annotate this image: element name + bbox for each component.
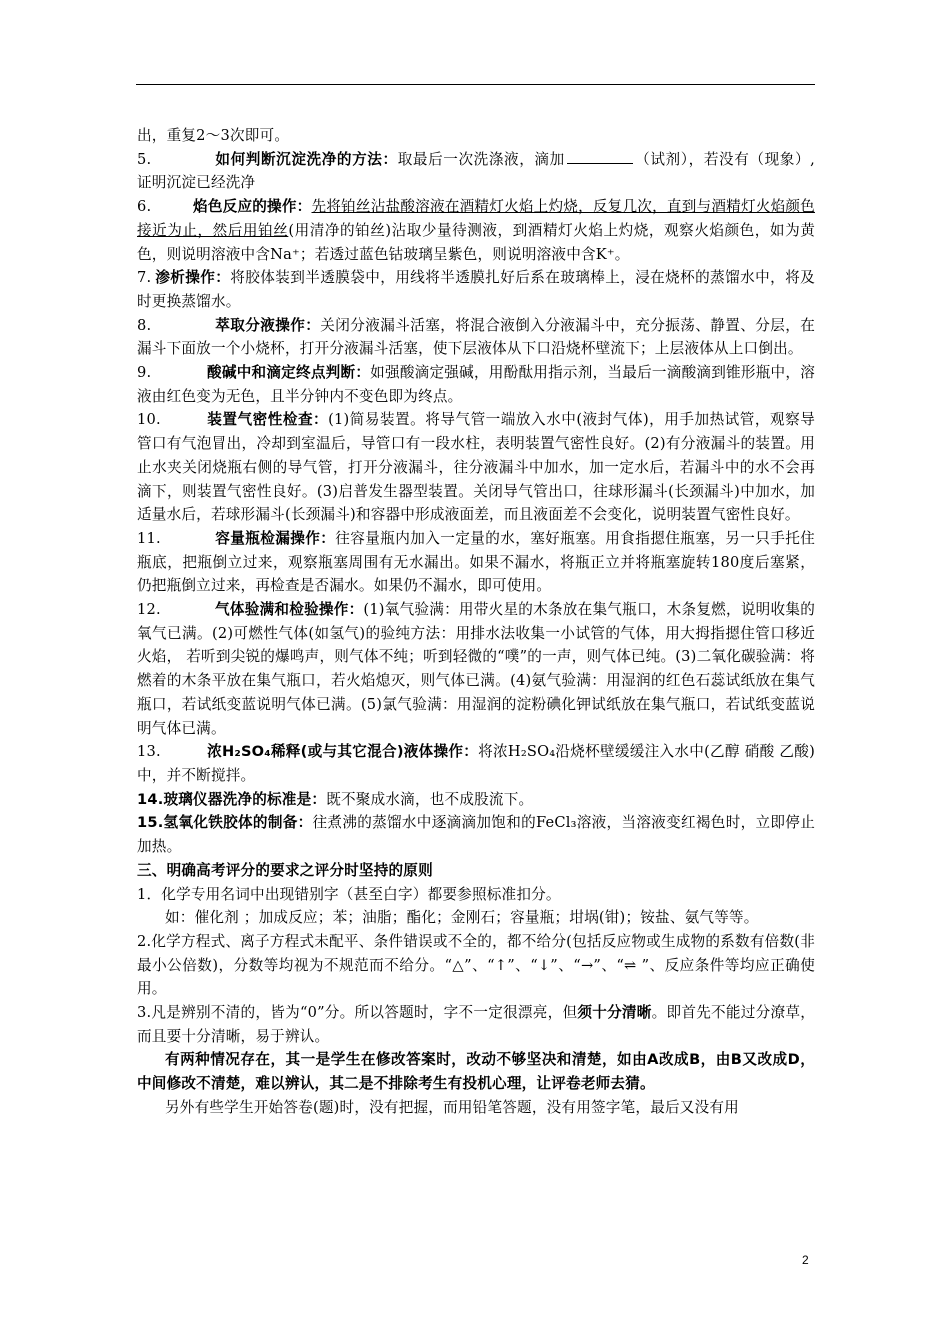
header-rule <box>136 84 815 85</box>
item-number: 8. <box>137 316 152 334</box>
item-title: 14.玻璃仪器洗净的标准是： <box>137 790 327 808</box>
rule-3 <box>137 1001 815 1048</box>
item-number: 12. <box>137 601 161 619</box>
text: 如强酸滴定强碱，用酚酞用指示剂，当最后一滴酸滴到锥形瓶中，溶液由红色变为无色，且半分钟内不变色即为终点。 <box>137 364 815 405</box>
text: 。即首先不能过分潦草，而且要十分清晰，易于辨认。 <box>137 1004 815 1045</box>
text: (1)氧气验满：用带火星的木条放在集气瓶口，木条复燃，说明收集的氧气已满。(2)可燃性气体(如氢气)的验纯方法：用排水法收集一小试管的气体，用大拇指摁住管口移近火焰， 若听到尖锐的爆鸣声，则气体不纯；听到轻微的“噗”的一声，则气体已纯。(3)二氧化碳验满：将燃着的木条平放在集气瓶口，若火焰熄灭，则气体已满。(4)氨气验满：用湿润的红色石蕊试纸放在集气瓶口，若试纸变蓝说明气体已满。(5)氯气验满：用湿润的淀粉碘化钾试纸放在集气瓶口，若试纸变蓝说明气体已满。 <box>137 601 815 737</box>
fill-blank <box>567 149 633 164</box>
rule-1: 1．化学专用名词中出现错别字（甚至白字）都要参照标准扣分。 <box>137 885 561 903</box>
item-8 <box>137 314 815 361</box>
item-title: 萃取分液操作： <box>215 316 321 334</box>
item-10 <box>137 408 815 527</box>
item-15 <box>137 811 815 858</box>
item-number: 13. <box>137 743 161 761</box>
item-7 <box>137 266 815 313</box>
item-number: 7. <box>137 269 152 287</box>
text: 往容量瓶内加入一定量的水，塞好瓶塞。用食指摁住瓶塞，另一只手托住瓶底，把瓶倒立过来，观察瓶塞周围有无水漏出。如果不漏水，将瓶正立并将瓶塞旋转180度后塞紧，仍把瓶倒立过来，再检查是否漏水。如果仍不漏水，即可使用。 <box>137 529 816 595</box>
item-13 <box>137 740 815 787</box>
item-number: 10. <box>137 411 161 429</box>
item-title: 渗析操作： <box>155 269 231 287</box>
item-title: 焰色反应的操作： <box>193 198 312 216</box>
text: 出，重复2～3次即可。 <box>137 127 290 144</box>
text: (1)简易装置。将导气管一端放入水中(液封气体)，用手加热试管，观察导管口有气泡冒出，冷却到室温后，导管口有一段水柱，表明装置气密性良好。(2)有分液漏斗的装置。用止水夹关闭烧瓶右侧的导气管，打开分液漏斗，往分液漏斗中加水，加一定水后，若漏斗中的水不会再滴下，则装置气密性良好。(3)启普发生器型装置。关闭导气管出口，往球形漏斗(长颈漏斗)中加水，加适量水后，若球形漏斗(长颈漏斗)和容器中形成液面差，而且液面差不会变化，说明装置气密性良好。 <box>137 411 815 524</box>
item-title: 浓H₂SO₄稀释(或与其它混合)液体操作： <box>207 743 479 761</box>
rule-1-example: 如：催化剂 ；加成反应；苯；油脂；酯化；金刚石；容量瓶；坩埚(钳)；铵盐、氨气等等。 <box>165 909 759 927</box>
paragraph-continuation <box>137 124 815 148</box>
text: 既不聚成水滴，也不成股流下。 <box>326 790 534 808</box>
text: 将胶体装到半透膜袋中，用线将半透膜扎好后系在玻璃棒上，浸在烧杯的蒸馏水中，将及时更换蒸馏水。 <box>137 269 815 310</box>
underlined-text: 先将铂丝沾盐酸溶液在酒精灯火焰上灼烧，反复几次，直到与酒精灯火焰颜色接近为止，然后用铂丝 <box>137 198 815 239</box>
item-title: 装置气密性检查： <box>207 411 329 429</box>
item-12 <box>137 598 815 740</box>
item-14 <box>137 788 815 812</box>
item-number: 11. <box>137 529 161 547</box>
closing-paragraph: 另外有些学生开始答卷(题)时，没有把握，而用铅笔答题，没有用签字笔，最后又没有用 <box>165 1098 739 1116</box>
rule-2: 2.化学方程式、离子方程式未配平、条件错误或不全的，都不给分(包括反应物或生成物的系数有倍数(非最小公倍数)，分数等均视为不规范而不给分。“△”、“↑”、“↓”、“→”、“⇌ ”、反应条件等均应正确使用。 <box>137 932 815 998</box>
emphasis-paragraph: 有两种情况存在，其一是学生在修改答案时，改动不够坚决和清楚，如由A改成B，由B又改成D，中间修改不清楚，难以辨认，其二是不排除考生有投机心理，让评卷老师去猜。 <box>137 1051 815 1093</box>
item-title: 容量瓶检漏操作： <box>215 529 336 547</box>
text: (用清净的铂丝)沾取少量待测液，到酒精灯火焰上灼烧，观察火焰颜色，如为黄色，则说明溶液中含Na⁺；若透过蓝色钴玻璃呈紫色，则说明溶液中含K⁺。 <box>137 221 815 263</box>
text: 3.凡是辨别不清的，皆为“0”分。所以答题时，字不一定很漂亮，但 <box>137 1004 578 1022</box>
text: 关闭分液漏斗活塞，将混合液倒入分液漏斗中，充分振荡、静置、分层，在漏斗下面放一个小烧杯，打开分液漏斗活塞，使下层液体从下口沿烧杯壁流下；上层液体从上口倒出。 <box>137 316 816 358</box>
emphasis: 须十分清晰 <box>577 1004 652 1022</box>
item-number: 6. <box>137 198 152 216</box>
text: （试剂），若没有（现象）,证明沉淀已经洗净 <box>137 150 815 192</box>
item-number: 9. <box>137 364 152 382</box>
item-title: 15.氢氧化铁胶体的制备： <box>137 814 313 832</box>
item-title: 酸碱中和滴定终点判断： <box>207 364 371 382</box>
item-9 <box>137 361 815 408</box>
text: 取最后一次洗涤液，滴加 <box>397 150 565 168</box>
section-heading: 三、明确高考评分的要求之评分时坚持的原则 <box>137 861 433 879</box>
item-title: 气体验满和检验操作： <box>215 601 364 619</box>
document-body <box>137 124 815 1120</box>
item-5 <box>137 148 815 195</box>
item-title: 如何判断沉淀洗净的方法： <box>215 150 398 168</box>
text: 将浓H₂SO₄沿烧杯壁缓缓注入水中(乙醇 硝酸 乙酸)中，并不断搅拌。 <box>137 743 815 784</box>
page-number: 2 <box>802 1253 809 1267</box>
item-11 <box>137 527 815 598</box>
text: 往煮沸的蒸馏水中逐滴滴加饱和的FeCl₃溶液，当溶液变红褐色时，立即停止加热。 <box>137 814 815 856</box>
item-number: 5. <box>137 150 152 168</box>
item-6 <box>137 195 815 266</box>
